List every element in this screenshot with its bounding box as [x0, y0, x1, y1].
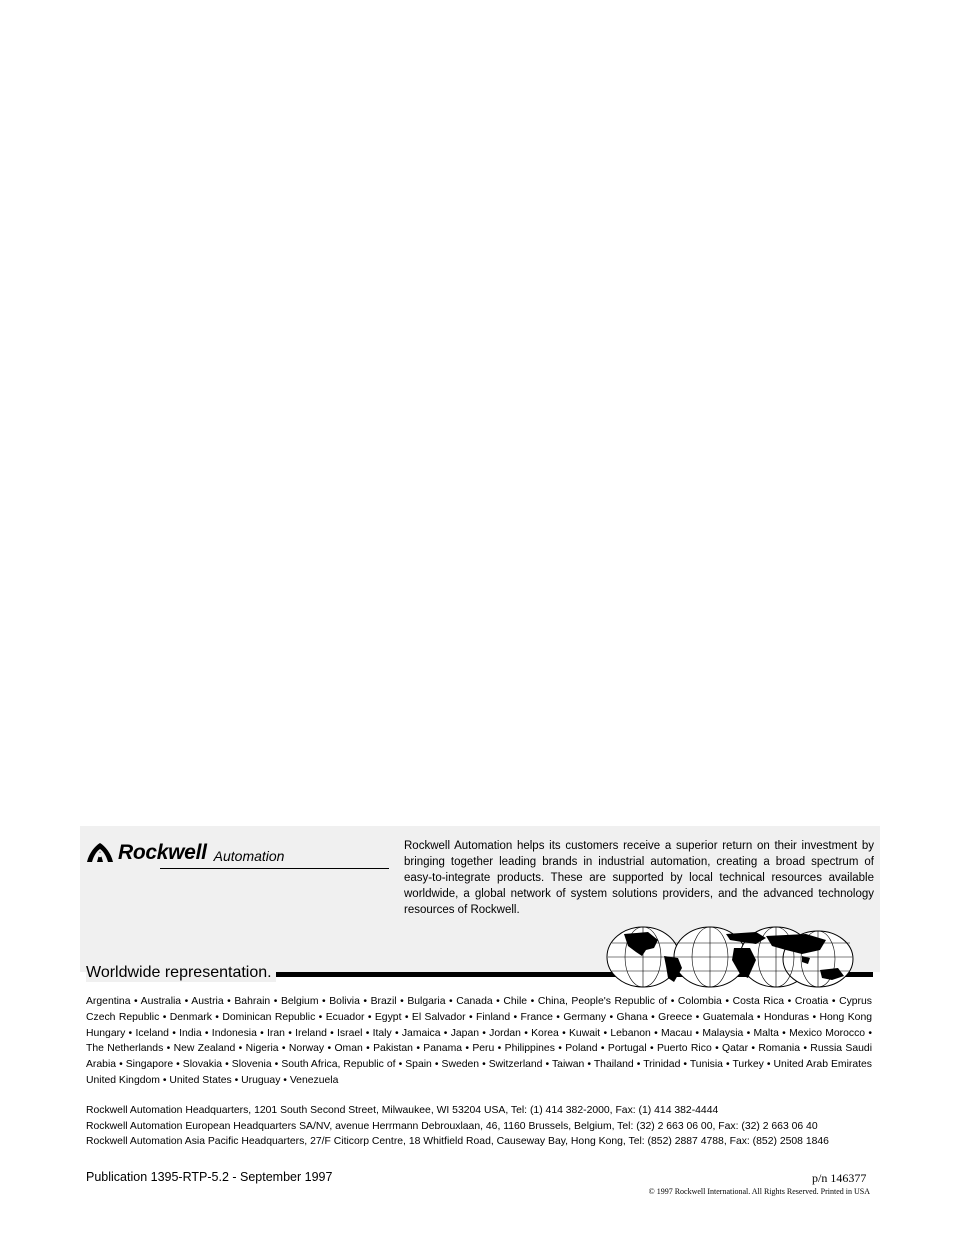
- rockwell-logo-icon: [86, 842, 114, 864]
- countries-list: Argentina • Australia • Austria • Bahrain • Belgium • Bolivia • Brazil • Bulgaria • Canada • Chile • China, People's Republic of • Colombia • Costa Rica • Croatia • Cyprus Czech Republic • Denmark • Dominican Republic • Ecuador • Egypt • El Salvador • Finland • France • Germany • Ghana • Greece • Guatemala • Honduras • Hong Kong Hungary • Iceland • India • Indonesia • Iran • Ireland • Israel • Italy • Jamaica • Japan • Jordan • Korea • Kuwait • Lebanon • Macau • Malaysia • Malta • Mexico Morocco • The Netherlands • New Zealand • Nigeria • Norway • Oman • Pakistan • Panama • Peru • Philippines • Poland • Portugal • Puerto Rico • Qatar • Romania • Russia Saudi Arabia • Singapore • Slovakia • Slovenia • South Africa, Republic of • Spain • Sweden • Switzerland • Taiwan • Thailand • Trinidad • Tunisia • Turkey • United Arab Emirates United Kingdom • United States • Uruguay • Venezuela: [86, 996, 872, 1086]
- headquarters-asia-pacific: Rockwell Automation Asia Pacific Headquarters, 27/F Citicorp Centre, 18 Whitfield Road, Causeway Bay, Hong Kong, Tel: (852) 2887 4788, Fax: (852) 2508 1846: [86, 1136, 829, 1147]
- worldwide-title: Worldwide representation.: [86, 964, 276, 982]
- brand-name: Rockwell: [118, 841, 207, 864]
- rockwell-logo: [86, 841, 284, 865]
- brand-subtitle: Automation: [213, 848, 285, 864]
- part-number: p/n 146377: [812, 1171, 867, 1185]
- intro-paragraph: Rockwell Automation helps its customers receive a superior return on their investment by bringing together leading brands in industrial automation, creating a broad spectrum of easy-to-integrate products. These are supported by local technical resources available worldwide, a global network of system solutions providers, and the advanced technology resources of Rockwell.: [404, 840, 874, 916]
- copyright-notice: © 1997 Rockwell International. All Rights Reserved. Printed in USA: [648, 1187, 870, 1196]
- headquarters-us: Rockwell Automation Headquarters, 1201 South Second Street, Milwaukee, WI 53204 USA, Tel: (1) 414 382-2000, Fax: (1) 414 382-4444: [86, 1105, 719, 1116]
- headquarters-list: [86, 1103, 872, 1150]
- world-map-globes-icon: [606, 926, 854, 988]
- publication-number: Publication 1395-RTP-5.2 - September 1997: [86, 1170, 333, 1184]
- headquarters-europe: Rockwell Automation European Headquarters SA/NV, avenue Herrmann Debrouxlaan, 46, 1160 Brussels, Belgium, Tel: (32) 2 663 06 00, Fax: (32) 2 663 06 40: [86, 1120, 818, 1132]
- logo-underline: [160, 868, 389, 869]
